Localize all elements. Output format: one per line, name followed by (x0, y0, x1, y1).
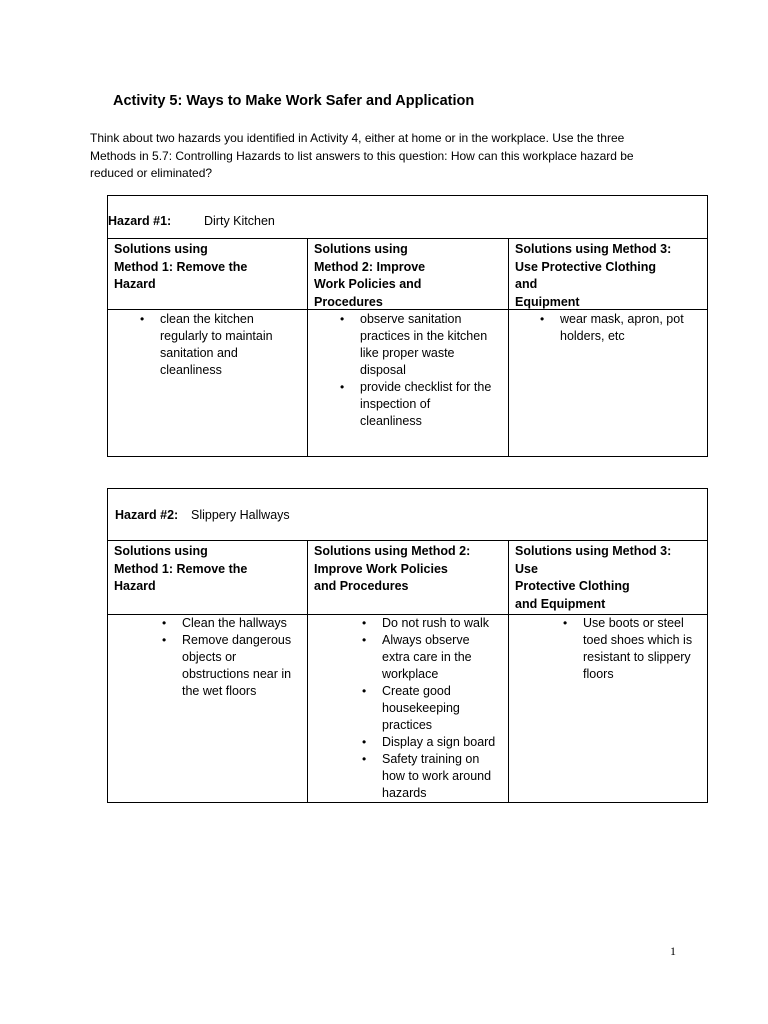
bullet-icon: • (340, 312, 345, 326)
solution-item (540, 311, 707, 345)
column-header-line: Procedures (314, 294, 383, 309)
solution-line: sanitation and (160, 346, 238, 360)
bullet-icon: • (362, 684, 367, 698)
method-2-solutions (308, 615, 509, 803)
bullet-icon: • (563, 616, 568, 630)
bullet-icon: • (140, 312, 145, 326)
solution-line: clean the kitchen (160, 312, 254, 326)
hazard-2-table (107, 488, 708, 803)
method-1-solutions (108, 310, 308, 457)
bullet-icon: • (540, 312, 545, 326)
solution-line: Always observe (382, 633, 470, 647)
hazard-2-name: Slippery Hallways (191, 508, 290, 522)
hazard-2-solutions (108, 615, 707, 803)
bullet-icon: • (340, 380, 345, 394)
hazard-1-header (108, 196, 707, 239)
method-1-solutions (108, 615, 308, 803)
method-3-header (509, 541, 707, 614)
column-header-line: Solutions using Method 2: (314, 544, 471, 558)
column-header-line: Method 2: Improve (314, 259, 426, 274)
column-header-line: Hazard (114, 277, 156, 291)
solution-line: resistant to slippery (583, 650, 691, 664)
hazard-1-solutions (108, 310, 707, 457)
solution-line: the wet floors (182, 684, 257, 698)
bullet-icon: • (162, 633, 167, 647)
solution-line: cleanliness (360, 414, 422, 428)
column-header-line: and Equipment (515, 596, 606, 611)
solution-line: provide checklist for the (360, 380, 492, 394)
bullet-icon: • (362, 633, 367, 647)
solution-item (362, 734, 508, 751)
column-header-line: Solutions using Method 3: (515, 242, 672, 256)
instructions-line: reduced or eliminated? (90, 166, 213, 180)
solution-item (340, 379, 508, 430)
solution-line: Safety training on (382, 752, 480, 766)
hazard-1-label: Hazard #1: (108, 214, 172, 228)
bullet-icon: • (162, 616, 167, 630)
column-header-line: Protective Clothing (515, 579, 630, 593)
column-header-line: and (515, 277, 538, 291)
solution-line: practices in the kitchen (360, 329, 488, 343)
solution-line: like proper waste (360, 346, 455, 360)
solution-line: cleanliness (160, 363, 222, 377)
solution-line: extra care in the (382, 650, 472, 664)
solution-item (162, 632, 307, 700)
column-header-line: Method 1: Remove the (114, 259, 248, 274)
method-3-solutions (509, 310, 707, 457)
page-title: Activity 5: Ways to Make Work Safer and Application (113, 93, 475, 109)
bullet-icon: • (362, 735, 367, 749)
hazard-2-header (108, 489, 707, 541)
solution-line: Clean the hallways (182, 616, 287, 630)
hazard-1-column-headers (108, 239, 707, 310)
solution-line: holders, etc (560, 329, 625, 343)
column-header-line: Solutions using Method 3: (515, 544, 672, 558)
method-3-solutions (509, 615, 707, 803)
solution-line: regularly to maintain (160, 329, 273, 343)
bullet-icon: • (362, 616, 367, 630)
hazard-2-label: Hazard #2: (115, 508, 179, 522)
solution-item (563, 615, 707, 683)
solution-line: Use boots or steel (583, 616, 684, 630)
column-header-line: Solutions using (114, 242, 208, 256)
solution-line: hazards (382, 786, 427, 800)
column-header-line: Equipment (515, 294, 580, 309)
solution-item (362, 615, 508, 632)
column-header-line: Method 1: Remove the (114, 561, 248, 576)
solution-item (362, 683, 508, 734)
method-1-header (108, 239, 308, 309)
method-2-header (308, 541, 509, 614)
solution-line: wear mask, apron, pot (560, 312, 684, 326)
solution-line: floors (583, 667, 614, 681)
solution-line: objects or (182, 650, 237, 664)
solution-item (140, 311, 307, 379)
hazard-1-name: Dirty Kitchen (204, 214, 275, 228)
method-1-header (108, 541, 308, 614)
solution-line: observe sanitation (360, 312, 462, 326)
column-header-line: Improve Work Policies (314, 561, 448, 576)
solution-line: how to work around (382, 769, 492, 783)
solution-line: disposal (360, 363, 406, 377)
column-header-line: Use (515, 561, 538, 576)
solution-line: practices (382, 718, 433, 732)
bullet-icon: • (362, 752, 367, 766)
instructions (90, 130, 690, 183)
column-header-line: Solutions using (114, 544, 208, 558)
column-header-line: and Procedures (314, 579, 409, 593)
method-2-solutions (308, 310, 509, 457)
hazard-2-column-headers (108, 541, 707, 615)
column-header-line: Use Protective Clothing (515, 259, 656, 274)
instructions-line: Methods in 5.7: Controlling Hazards to list answers to this question: How can this workplace hazard be (90, 148, 634, 163)
solution-item (362, 632, 508, 683)
column-header-line: Work Policies and (314, 277, 422, 291)
hazard-1-table (107, 195, 708, 457)
solution-item (162, 615, 307, 632)
solution-line: Create good (382, 684, 451, 698)
solution-line: Remove dangerous (182, 633, 292, 647)
method-3-header (509, 239, 707, 309)
page-number: 1 (670, 944, 676, 958)
solution-item (340, 311, 508, 379)
method-2-header (308, 239, 509, 309)
solution-line: housekeeping (382, 701, 460, 715)
solution-line: obstructions near in (182, 667, 292, 681)
solution-line: Display a sign board (382, 735, 496, 749)
solution-item (362, 751, 508, 802)
solution-line: workplace (382, 667, 439, 681)
column-header-line: Hazard (114, 579, 156, 593)
instructions-line: Think about two hazards you identified in Activity 4, either at home or in the workplace. Use the three (90, 131, 625, 145)
column-header-line: Solutions using (314, 242, 408, 256)
solution-line: Do not rush to walk (382, 616, 489, 630)
solution-line: toed shoes which is (583, 633, 693, 647)
solution-line: inspection of (360, 397, 431, 411)
